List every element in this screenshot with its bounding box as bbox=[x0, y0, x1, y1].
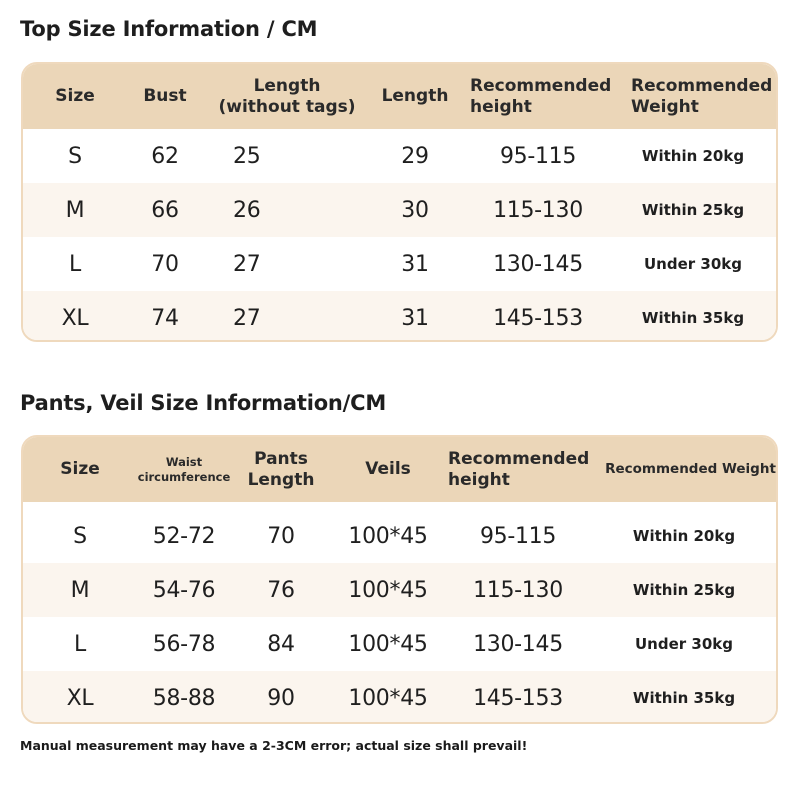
cell-recommended-height: 130-145 bbox=[493, 251, 583, 277]
table-header bbox=[23, 437, 776, 502]
table-row bbox=[23, 563, 776, 617]
table-row bbox=[23, 617, 776, 671]
cell-size: M bbox=[65, 197, 85, 223]
table-header bbox=[23, 64, 776, 129]
table-row bbox=[23, 509, 776, 563]
pants-veil-size-table bbox=[21, 435, 778, 724]
top-size-title: Top Size Information / CM bbox=[20, 17, 318, 41]
cell-recommended-weight: Under 30kg bbox=[635, 635, 733, 653]
table-row bbox=[23, 129, 776, 183]
cell-waist-circumference: 52-72 bbox=[152, 523, 216, 549]
header-length: Length bbox=[381, 86, 449, 106]
cell-pants-length: 84 bbox=[267, 631, 295, 657]
cell-length-without-tags: 26 bbox=[233, 197, 261, 223]
cell-length-without-tags: 27 bbox=[233, 251, 261, 277]
cell-recommended-weight: Under 30kg bbox=[644, 255, 742, 273]
cell-size: XL bbox=[61, 305, 89, 331]
cell-size: S bbox=[73, 523, 87, 549]
cell-length: 31 bbox=[401, 251, 429, 277]
table-row bbox=[23, 671, 776, 724]
cell-recommended-height: 145-153 bbox=[473, 685, 563, 711]
pants-veil-size-title: Pants, Veil Size Information/CM bbox=[20, 391, 387, 415]
cell-waist-circumference: 56-78 bbox=[152, 631, 216, 657]
cell-bust: 62 bbox=[151, 143, 179, 169]
cell-recommended-weight: Within 25kg bbox=[641, 201, 745, 219]
cell-veils: 100*45 bbox=[348, 523, 428, 549]
cell-recommended-weight: Within 25kg bbox=[632, 581, 736, 599]
cell-size: XL bbox=[66, 685, 94, 711]
table-row bbox=[23, 237, 776, 291]
cell-veils: 100*45 bbox=[348, 577, 428, 603]
cell-recommended-weight: Within 35kg bbox=[641, 309, 745, 327]
cell-length-without-tags: 25 bbox=[233, 143, 261, 169]
cell-recommended-height: 130-145 bbox=[473, 631, 563, 657]
table-row bbox=[23, 183, 776, 237]
measurement-footnote: Manual measurement may have a 2-3CM error; actual size shall prevail! bbox=[20, 738, 528, 753]
cell-veils: 100*45 bbox=[348, 631, 428, 657]
top-size-table bbox=[21, 62, 778, 342]
cell-waist-circumference: 58-88 bbox=[152, 685, 216, 711]
cell-pants-length: 70 bbox=[267, 523, 295, 549]
cell-pants-length: 90 bbox=[267, 685, 295, 711]
cell-recommended-height: 145-153 bbox=[493, 305, 583, 331]
header-recommended-weight: Recommended Weight bbox=[605, 461, 776, 477]
cell-recommended-weight: Within 20kg bbox=[641, 147, 745, 165]
cell-length: 30 bbox=[401, 197, 429, 223]
cell-length: 29 bbox=[401, 143, 429, 169]
header-recommended-weight: Recommended Weight bbox=[631, 75, 773, 117]
cell-bust: 74 bbox=[151, 305, 179, 331]
header-size: Size bbox=[60, 459, 100, 479]
cell-recommended-height: 115-130 bbox=[493, 197, 583, 223]
header-recommended-height: Recommended height bbox=[470, 75, 612, 117]
header-veils: Veils bbox=[365, 459, 411, 479]
cell-recommended-height: 95-115 bbox=[479, 523, 557, 549]
cell-length: 31 bbox=[401, 305, 429, 331]
table-row bbox=[23, 291, 776, 342]
header-length-without-tags: Length (without tags) bbox=[218, 75, 356, 117]
cell-waist-circumference: 54-76 bbox=[152, 577, 216, 603]
header-recommended-height: Recommended height bbox=[448, 448, 590, 490]
header-bust: Bust bbox=[143, 86, 187, 106]
cell-length-without-tags: 27 bbox=[233, 305, 261, 331]
cell-bust: 66 bbox=[151, 197, 179, 223]
header-pants-length: Pants Length bbox=[247, 448, 315, 490]
cell-size: L bbox=[69, 251, 81, 277]
cell-recommended-weight: Within 35kg bbox=[632, 689, 736, 707]
header-size: Size bbox=[55, 86, 95, 106]
cell-size: L bbox=[74, 631, 86, 657]
cell-size: M bbox=[70, 577, 90, 603]
cell-bust: 70 bbox=[151, 251, 179, 277]
cell-recommended-height: 95-115 bbox=[499, 143, 577, 169]
cell-veils: 100*45 bbox=[348, 685, 428, 711]
cell-recommended-height: 115-130 bbox=[473, 577, 563, 603]
cell-pants-length: 76 bbox=[267, 577, 295, 603]
header-waist-circumference: Waist circumference bbox=[137, 454, 231, 484]
cell-recommended-weight: Within 20kg bbox=[632, 527, 736, 545]
cell-size: S bbox=[68, 143, 82, 169]
